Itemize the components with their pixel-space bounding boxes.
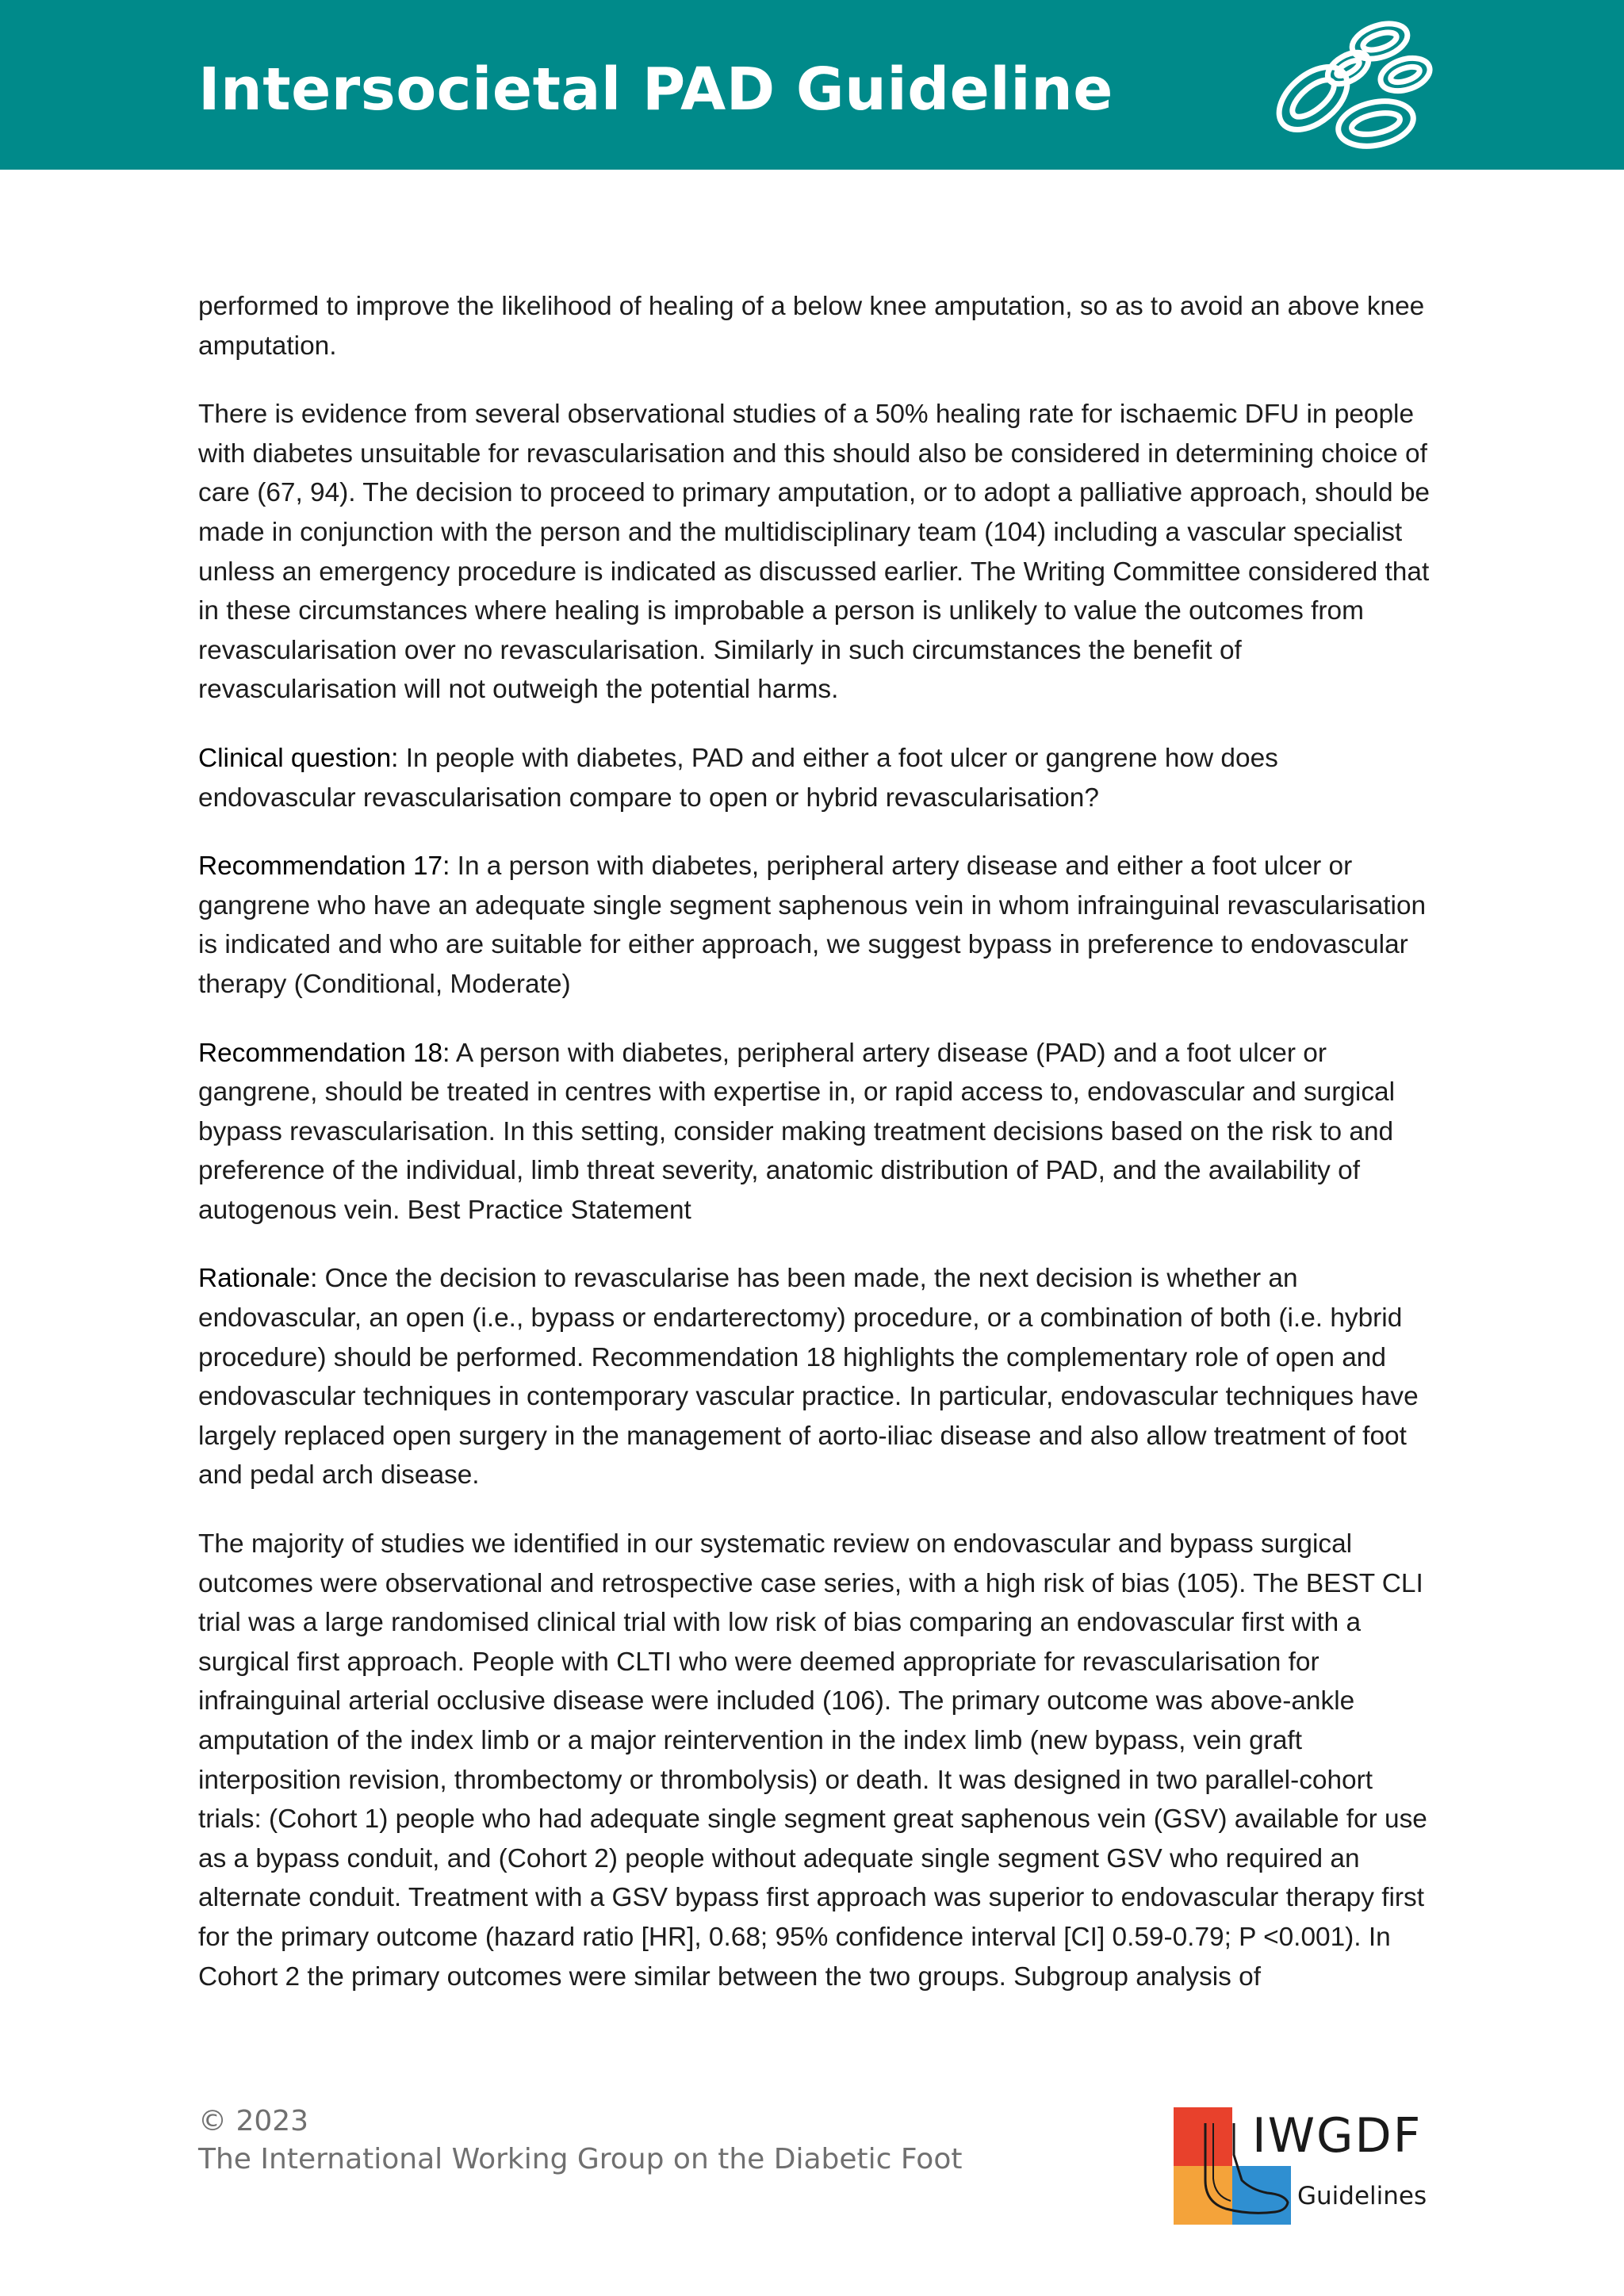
page-header (0, 0, 1624, 170)
rationale-paragraph (198, 1259, 1435, 1495)
paragraph-lead: Rationale: (198, 1264, 318, 1294)
paragraph-text: performed to improve the likelihood of healing of a below knee amputation, so as to avoid an above knee amputation. (198, 292, 1425, 361)
paragraph-lead: Recommendation 18: (198, 1038, 450, 1068)
paragraph-text: Once the decision to revascularise has been made, the next decision is whether an endovascular, an open (i.e., bypass or endarterectomy) procedure, or a combination of both (i.e. hybrid procedure) should be performed. Recommendation 18 highlights the complementary role of open and endovascular techniques in contemporary vascular practice. In particular, endovascular techniques have largely replaced open surgery in the management of aorto-iliac disease and also allow treatment of foot and pedal arch disease. (198, 1264, 1419, 1490)
organization-name: The International Working Group on the Diabetic Foot (198, 2143, 963, 2175)
recommendation-17-paragraph (198, 847, 1435, 1004)
paragraph (198, 395, 1435, 710)
iwgdf-logo (1174, 2107, 1443, 2228)
recommendation-18-paragraph (198, 1034, 1435, 1230)
paragraph (198, 1525, 1435, 1996)
paragraph-text: There is evidence from several observational studies of a 50% healing rate for ischaemic DFU in people with diabetes unsuitable for revascularisation and this should also be considered in determining choice of care (67, 94). The decision to proceed to primary amputation, or to adopt a palliative approach, should be made in conjunction with the person and the multidisciplinary team (104) including a vascular specialist unless an emergency procedure is indicated as discussed earlier. The Writing Committee considered that in these circumstances where healing is improbable a person is unlikely to value the outcomes from revascularisation over no revascularisation. Similarly in such circumstances the benefit of revascularisation will not outweigh the potential harms. (198, 400, 1430, 705)
paragraph-text: A person with diabetes, peripheral artery disease (PAD) and a foot ulcer or gangrene, should be treated in centres with expertise in, or rapid access to, endovascular and surgical bypass revascularisation. In this setting, consider making treatment decisions based on the risk to and preference of the individual, limb threat severity, anatomic distribution of PAD, and the availability of autogenous vein. Best Practice Statement (198, 1038, 1396, 1225)
paragraph-lead: Clinical question: (198, 743, 399, 773)
page-footer (198, 2103, 962, 2179)
logo-subtitle: Guidelines (1297, 2182, 1427, 2210)
blood-cells-icon (1269, 19, 1435, 151)
paragraph-lead: Recommendation 17: (198, 851, 450, 882)
paragraph-text: In a person with diabetes, peripheral artery disease and either a foot ulcer or gangrene who have an adequate single segment saphenous vein in whom infrainguinal revascularisation is indicated and who are suitable for either approach, we suggest bypass in preference to endovascular therapy (Conditional, Moderate) (198, 851, 1427, 999)
logo-name: IWGDF (1252, 2108, 1423, 2164)
paragraph-text: The majority of studies we identified in our systematic review on endovascular and bypass surgical outcomes were observational and retrospective case series, with a high risk of bias (105). The BEST CLI trial was a large randomised clinical trial with low risk of bias comparing an endovascular first with a surgical first approach. People with CLTI who were deemed appropriate for revascularisation for infrainguinal arterial occlusive disease were included (106). The primary outcome was above-ankle amputation of the index limb or a major reintervention in the index limb (new bypass, vein graft interposition revision, thrombectomy or thrombolysis) or death. It was designed in two parallel-cohort trials: (Cohort 1) people who had adequate single segment great saphenous vein (GSV) available for use as a bypass conduit, and (Cohort 2) people without adequate single segment GSV who required an alternate conduit. Treatment with a GSV bypass first approach was superior to endovascular therapy first for the primary outcome (hazard ratio [HR], 0.68; 95% confidence interval [CI] 0.59-0.79; P <0.001). In Cohort 2 the primary outcomes were similar between the two groups. Subgroup analysis of (198, 1529, 1427, 1992)
paragraph-text: In people with diabetes, PAD and either a foot ulcer or gangrene how does endovascular revascularisation compare to open or hybrid revascularisation? (198, 743, 1278, 813)
clinical-question-paragraph (198, 739, 1435, 817)
document-body (198, 287, 1435, 2026)
paragraph (198, 287, 1435, 365)
copyright-text: © 2023 (198, 2105, 309, 2137)
header-title: Intersocietal PAD Guideline (198, 55, 1113, 124)
